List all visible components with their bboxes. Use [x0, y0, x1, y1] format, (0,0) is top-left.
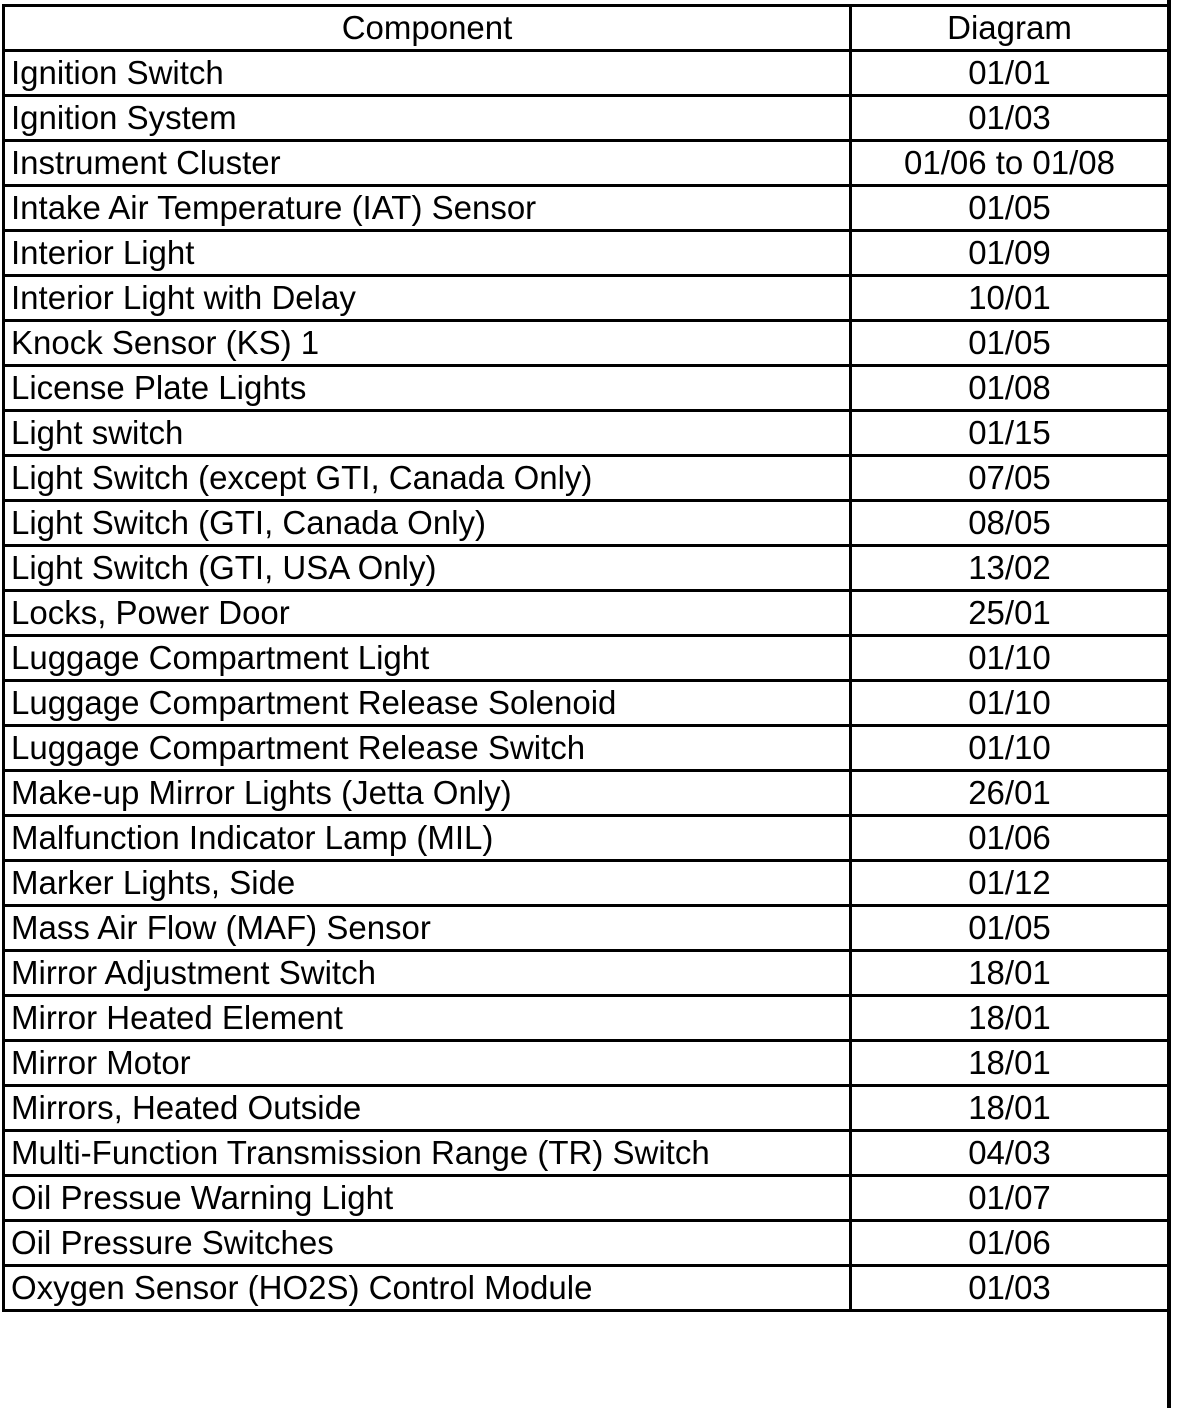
- component-cell: Marker Lights, Side: [4, 861, 851, 906]
- component-cell: Oil Pressure Switches: [4, 1221, 851, 1266]
- table-row: [4, 366, 1169, 411]
- diagram-cell: 01/10: [851, 681, 1169, 726]
- table-row: [4, 231, 1169, 276]
- component-cell: Mirror Motor: [4, 1041, 851, 1086]
- diagram-cell: 18/01: [851, 1086, 1169, 1131]
- component-cell: Mirror Adjustment Switch: [4, 951, 851, 996]
- component-cell: Instrument Cluster: [4, 141, 851, 186]
- table-row: [4, 861, 1169, 906]
- diagram-cell: 01/03: [851, 96, 1169, 141]
- diagram-cell: 01/10: [851, 726, 1169, 771]
- component-cell: Light Switch (GTI, Canada Only): [4, 501, 851, 546]
- component-cell: Mass Air Flow (MAF) Sensor: [4, 906, 851, 951]
- table-row: [4, 501, 1169, 546]
- diagram-cell: 10/01: [851, 276, 1169, 321]
- diagram-cell: 13/02: [851, 546, 1169, 591]
- component-cell: Multi-Function Transmission Range (TR) Switch: [4, 1131, 851, 1176]
- table-row: [4, 1176, 1169, 1221]
- component-cell: Oil Pressue Warning Light: [4, 1176, 851, 1221]
- component-cell: Knock Sensor (KS) 1: [4, 321, 851, 366]
- table-row: [4, 726, 1169, 771]
- diagram-cell: 01/07: [851, 1176, 1169, 1221]
- table-row: [4, 456, 1169, 501]
- diagram-cell: 01/10: [851, 636, 1169, 681]
- table-row: [4, 816, 1169, 861]
- table-body: [4, 51, 1169, 1311]
- table-row: [4, 906, 1169, 951]
- table-row: [4, 771, 1169, 816]
- component-cell: Luggage Compartment Light: [4, 636, 851, 681]
- table-row: [4, 636, 1169, 681]
- diagram-cell: 01/06: [851, 816, 1169, 861]
- table-row: [4, 1266, 1169, 1311]
- diagram-cell: 04/03: [851, 1131, 1169, 1176]
- diagram-column-header: Diagram: [851, 6, 1169, 51]
- component-cell: Light Switch (GTI, USA Only): [4, 546, 851, 591]
- table-row: [4, 681, 1169, 726]
- table-row: [4, 276, 1169, 321]
- component-cell: Locks, Power Door: [4, 591, 851, 636]
- component-cell: Ignition Switch: [4, 51, 851, 96]
- component-cell: Oxygen Sensor (HO2S) Control Module: [4, 1266, 851, 1311]
- table-row: [4, 591, 1169, 636]
- diagram-cell: 01/15: [851, 411, 1169, 456]
- component-diagram-table: [2, 4, 1170, 1312]
- diagram-cell: 01/01: [851, 51, 1169, 96]
- diagram-cell: 01/12: [851, 861, 1169, 906]
- diagram-cell: 08/05: [851, 501, 1169, 546]
- diagram-cell: 26/01: [851, 771, 1169, 816]
- diagram-cell: 18/01: [851, 1041, 1169, 1086]
- table-row: [4, 996, 1169, 1041]
- diagram-cell: 18/01: [851, 951, 1169, 996]
- table-row: [4, 546, 1169, 591]
- component-cell: Make-up Mirror Lights (Jetta Only): [4, 771, 851, 816]
- diagram-cell: 01/09: [851, 231, 1169, 276]
- diagram-cell: 01/05: [851, 186, 1169, 231]
- component-cell: Intake Air Temperature (IAT) Sensor: [4, 186, 851, 231]
- table-row: [4, 186, 1169, 231]
- table-row: [4, 51, 1169, 96]
- diagram-cell: 01/03: [851, 1266, 1169, 1311]
- diagram-cell: 01/06 to 01/08: [851, 141, 1169, 186]
- table-row: [4, 1221, 1169, 1266]
- component-cell: Light Switch (except GTI, Canada Only): [4, 456, 851, 501]
- component-cell: Light switch: [4, 411, 851, 456]
- table-header-row: [4, 6, 1169, 51]
- component-cell: Interior Light: [4, 231, 851, 276]
- component-cell: License Plate Lights: [4, 366, 851, 411]
- table-row: [4, 1131, 1169, 1176]
- component-cell: Luggage Compartment Release Solenoid: [4, 681, 851, 726]
- diagram-cell: 07/05: [851, 456, 1169, 501]
- component-column-header: Component: [4, 6, 851, 51]
- component-cell: Ignition System: [4, 96, 851, 141]
- table-row: [4, 1086, 1169, 1131]
- diagram-cell: 01/06: [851, 1221, 1169, 1266]
- component-cell: Mirrors, Heated Outside: [4, 1086, 851, 1131]
- component-cell: Mirror Heated Element: [4, 996, 851, 1041]
- table-row: [4, 321, 1169, 366]
- table-row: [4, 1041, 1169, 1086]
- table-row: [4, 141, 1169, 186]
- table-row: [4, 96, 1169, 141]
- diagram-cell: 01/05: [851, 321, 1169, 366]
- component-cell: Luggage Compartment Release Switch: [4, 726, 851, 771]
- diagram-cell: 01/08: [851, 366, 1169, 411]
- component-cell: Malfunction Indicator Lamp (MIL): [4, 816, 851, 861]
- component-cell: Interior Light with Delay: [4, 276, 851, 321]
- diagram-cell: 25/01: [851, 591, 1169, 636]
- diagram-cell: 18/01: [851, 996, 1169, 1041]
- right-edge-rule: [1167, 0, 1171, 1408]
- table-row: [4, 951, 1169, 996]
- diagram-cell: 01/05: [851, 906, 1169, 951]
- table-row: [4, 411, 1169, 456]
